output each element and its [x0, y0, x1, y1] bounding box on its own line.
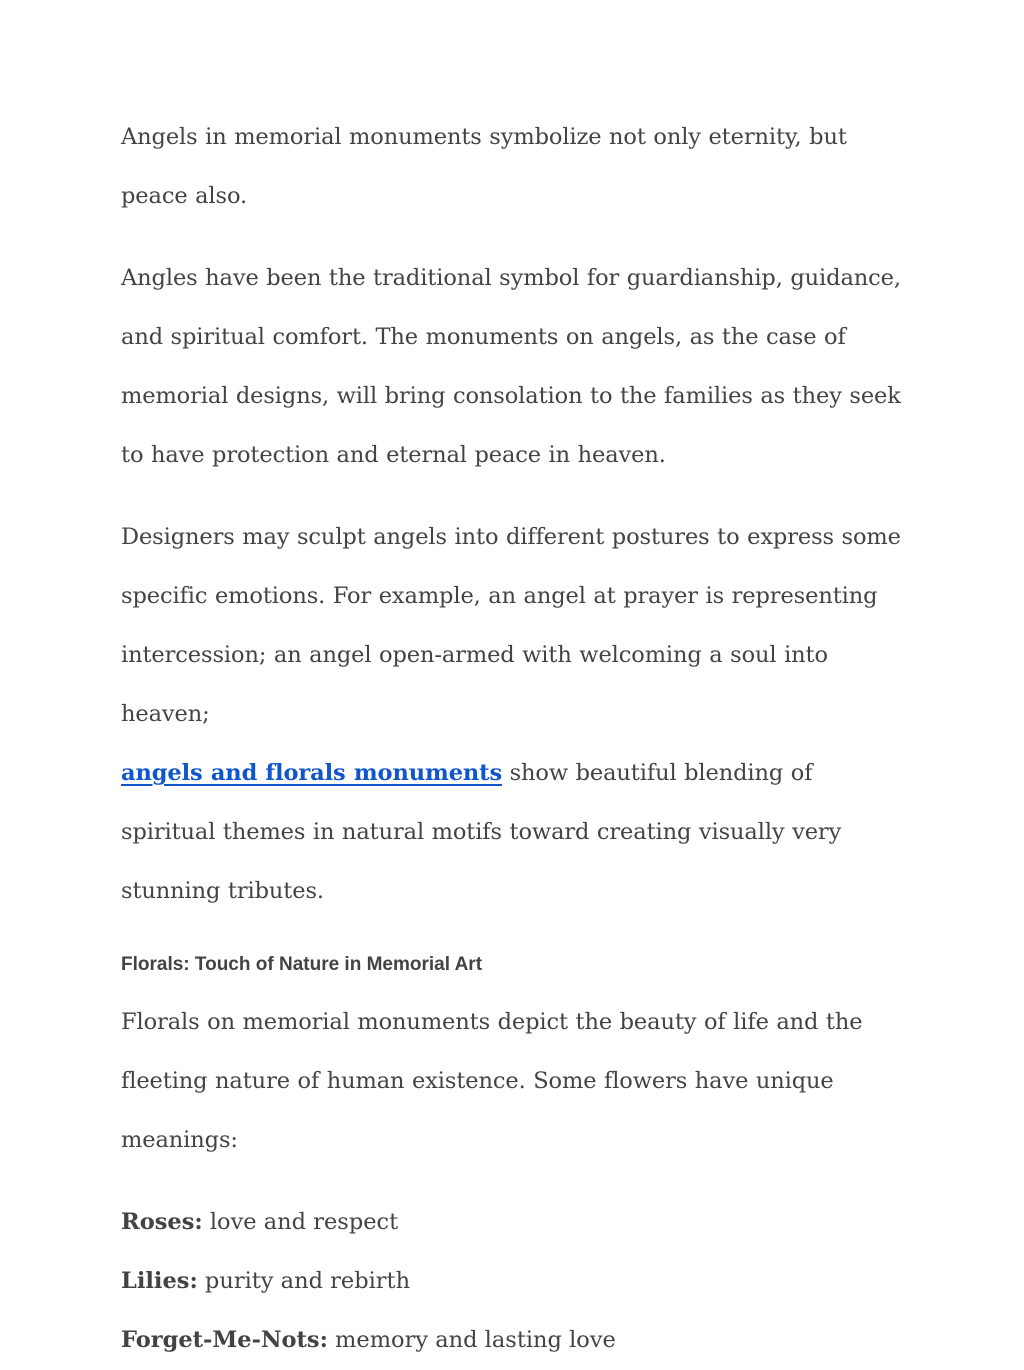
flower-meanings-list	[121, 1193, 911, 1370]
paragraph-postures-ending: show beautiful blending of spiritual themes in natural motifs toward creating visually very stunning tributes.	[121, 760, 842, 904]
list-item-forget-me-nots	[121, 1311, 911, 1370]
flower-term: Roses:	[121, 1209, 203, 1235]
paragraph-angels-symbolism: Angels in memorial monuments symbolize not only eternity, but peace also.	[121, 124, 847, 209]
paragraph-florals-intro: Florals on memorial monuments depict the beauty of life and the fleeting nature of human existence. Some flowers have unique meanings:	[121, 1009, 863, 1153]
angels-florals-monuments-link[interactable]: angels and florals monuments	[121, 760, 503, 786]
flower-meaning: memory and lasting love	[335, 1327, 616, 1353]
section-heading-florals: Florals: Touch of Nature in Memorial Art	[121, 954, 483, 975]
flower-term: Forget-Me-Nots:	[121, 1327, 328, 1353]
list-item-lilies	[121, 1252, 911, 1311]
paragraph-angel-postures	[121, 508, 911, 921]
paragraph-postures-text: Designers may sculpt angels into different postures to express some specific emotions. For example, an angel at prayer is representing intercession; an angel open-armed with welcoming a soul into heaven;	[121, 524, 901, 727]
list-item-roses	[121, 1193, 911, 1252]
paragraph-angels-guardianship: Angles have been the traditional symbol for guardianship, guidance, and spiritual comfort. The monuments on angels, as the case of memorial designs, will bring consolation to the families as they seek to have protection and eternal peace in heaven.	[121, 265, 901, 468]
flower-term: Lilies:	[121, 1268, 198, 1294]
document-page	[121, 108, 911, 1370]
flower-meaning: purity and rebirth	[204, 1268, 411, 1294]
flower-meaning: love and respect	[209, 1209, 399, 1235]
